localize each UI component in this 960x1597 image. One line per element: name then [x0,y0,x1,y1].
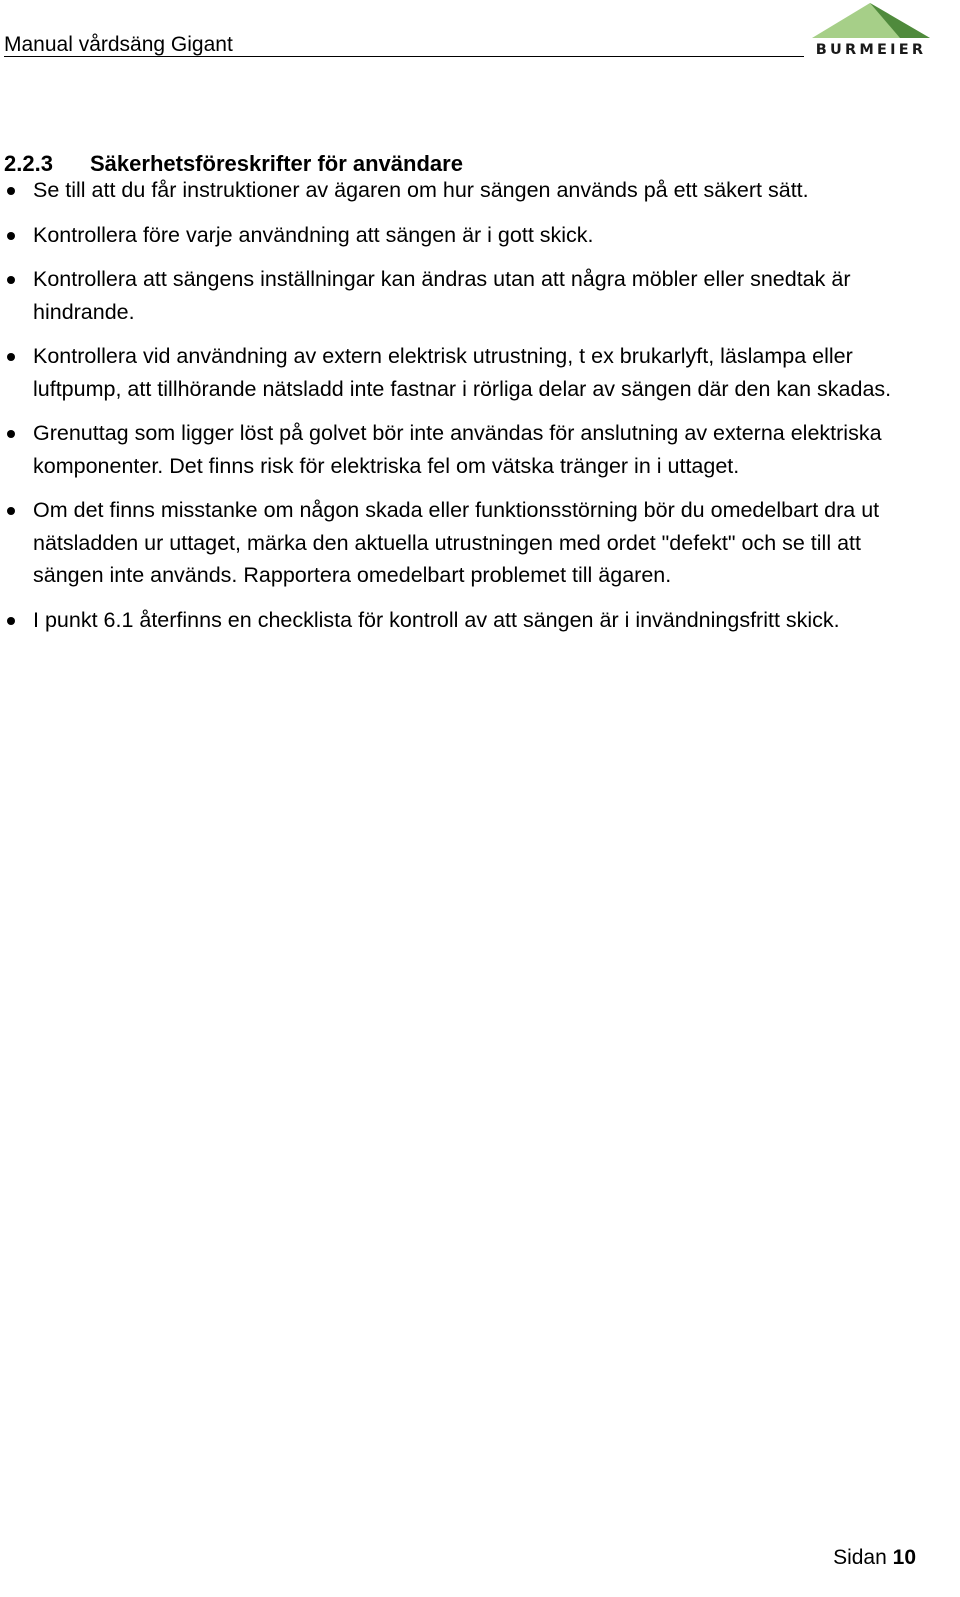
list-item [0,340,920,405]
list-item [0,417,920,482]
bullet-icon [7,353,15,361]
list-item-text: Kontrollera före varje användning att sängen är i gott skick. [33,222,594,247]
section-title: Säkerhetsföreskrifter för användare [90,151,463,177]
logo-wordmark: BURMEIER [815,42,927,58]
list-item-text: Om det finns misstanke om någon skada eller funktionsstörning bör du omedelbart dra ut nätsladden ur uttaget, märka den aktuella utrustningen med ordet "defekt" och se till att sängen inte används. Rapportera omedelbart problemet till ägaren. [33,498,880,587]
list-item-text: Grenuttag som ligger löst på golvet bör inte användas för anslutning av externa elektriska komponenter. Det finns risk för elektriska fel om vätska tränger in i uttaget. [33,421,882,478]
list-item-text: I punkt 6.1 återfinns en checklista för kontroll av att sängen är i invändningsfritt skick. [33,607,840,632]
list-item-text: Se till att du får instruktioner av ägaren om hur sängen används på ett säkert sätt. [33,178,809,202]
list-item [0,263,920,328]
document-title: Manual vårdsäng Gigant [4,33,233,56]
bullet-icon [7,430,15,438]
bullet-icon [7,617,15,625]
burmeier-logo-icon [802,0,940,60]
header-divider [4,56,804,57]
list-item-text: Kontrollera vid användning av extern elektrisk utrustning, t ex brukarlyft, läslampa eller luftpump, att tillhörande nätsladd inte fastnar i rörliga delar av sängen där den kan skadas. [33,344,892,401]
list-item [0,494,920,592]
list-item [0,174,920,207]
list-item [0,604,920,637]
list-item [0,219,920,252]
burmeier-logo [802,0,940,60]
safety-instructions-list [0,174,920,648]
bullet-icon [7,507,15,515]
page-footer [833,1546,916,1570]
page-label: Sidan [833,1546,887,1569]
list-item-text: Kontrollera att sängens inställningar kan ändras utan att några möbler eller snedtak är hindrande. [33,267,851,324]
page-number: 10 [892,1546,916,1569]
bullet-icon [7,276,15,284]
section-number: 2.2.3 [4,151,53,177]
page-header [4,0,938,60]
bullet-icon [7,187,15,195]
bullet-icon [7,232,15,240]
